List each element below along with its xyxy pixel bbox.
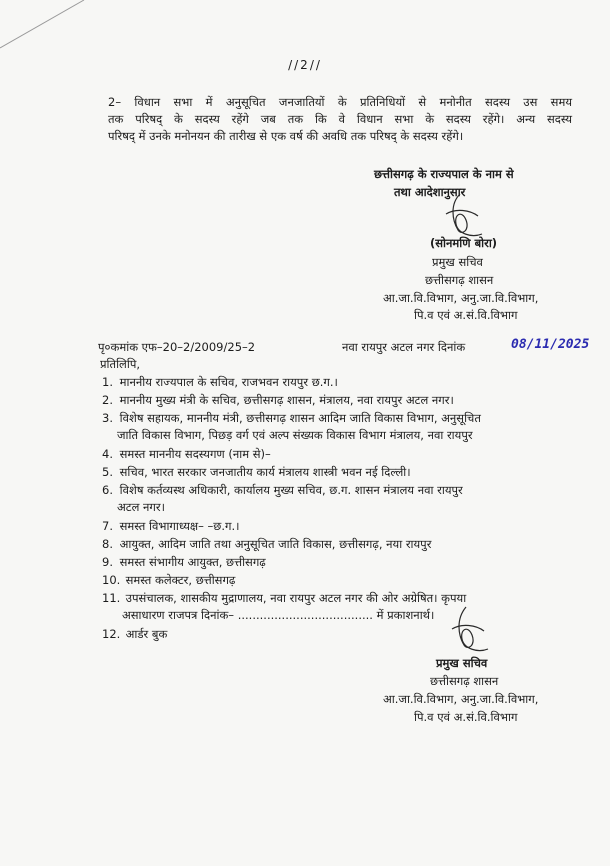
copy-item-10 <box>102 572 235 588</box>
item-number: 5. <box>102 465 113 479</box>
item-text: माननीय राज्यपाल के सचिव, राजभवन रायपुर छ.ग.। <box>119 375 338 389</box>
order-line-2: तथा आदेशानुसार <box>394 185 466 199</box>
copy-item-6 <box>102 482 463 498</box>
item-text: समस्त कलेक्टर, छत्तीसगढ़ <box>125 573 236 587</box>
signature-2 <box>440 603 500 661</box>
item-number: 4. <box>102 447 113 461</box>
copy-item-11-line-2: असाधारण राजपत्र दिनांक– ..................................... में प्रकाशनार्थ। <box>122 608 435 622</box>
signatory-1-dept-2: पि.व एवं अ.सं.वि.विभाग <box>414 308 518 322</box>
item-number: 8. <box>102 537 113 551</box>
place-date-label: नवा रायपुर अटल नगर दिनांक <box>342 340 466 354</box>
item-text: उपसंचालक, शासकीय मुद्राणालय, नवा रायपुर अटल नगर की ओर अग्रेषित। कृपया <box>125 591 467 605</box>
paragraph-2-line-1: 2– विधान सभा में अनुसूचित जनजातियों के प्रतिनिधियों से मनोनीत सदस्य उस समय <box>108 95 572 109</box>
signatory-2-govt: छत्तीसगढ़ शासन <box>430 674 499 688</box>
copy-item-3 <box>102 410 481 426</box>
item-number: 6. <box>102 483 113 497</box>
copy-item-12 <box>102 626 167 642</box>
item-text: विशेष सहायक, माननीय मंत्री, छत्तीसगढ़ शासन आदिम जाति विकास विभाग, अनुसूचित <box>119 411 481 425</box>
item-text: समस्त विभागाध्यक्ष– –छ.ग.। <box>119 519 240 533</box>
item-text: सचिव, भारत सरकार जनजातीय कार्य मंत्रालय शास्त्री भवन नई दिल्ली। <box>119 465 411 479</box>
item-number: 10. <box>102 573 121 587</box>
copy-item-7 <box>102 518 239 534</box>
copy-to-label: प्रतिलिपि, <box>100 357 141 371</box>
copy-item-11 <box>102 590 466 606</box>
copy-item-6-line-2: अटल नगर। <box>117 500 165 514</box>
copy-item-5 <box>102 464 411 480</box>
item-number: 12. <box>102 627 121 641</box>
copy-item-8 <box>102 536 431 552</box>
signatory-1-govt: छत्तीसगढ़ शासन <box>425 273 494 287</box>
paragraph-2-line-3: परिषद् में उनके मनोनयन की तारीख से एक वर्ष की अवधि तक परिषद् के सदस्य रहेंगे। <box>108 129 464 143</box>
item-number: 9. <box>102 555 113 569</box>
page-number: //2// <box>288 58 322 72</box>
signatory-2-designation: प्रमुख सचिव <box>436 656 488 670</box>
endorsement-number: पृ०कमांक एफ–20–2/2009/25–2 <box>98 340 256 354</box>
item-number: 3. <box>102 411 113 425</box>
signatory-1-designation: प्रमुख सचिव <box>432 255 483 269</box>
item-text: माननीय मुख्य मंत्री के सचिव, छत्तीसगढ़ शासन, मंत्रालय, नवा रायपुर अटल नगर। <box>119 393 454 407</box>
copy-item-3-line-2: जाति विकास विभाग, पिछड़ वर्ग एवं अल्प संख्यक विकास विभाग मंत्रालय, नवा रायपुर <box>117 428 473 442</box>
item-text: समस्त माननीय सदस्यगण (नाम से)– <box>119 447 271 461</box>
order-line-1: छत्तीसगढ़ के राज्यपाल के नाम से <box>374 167 514 181</box>
signatory-1-dept-1: आ.जा.वि.विभाग, अनु.जा.वि.विभाग, <box>383 291 539 305</box>
copy-item-1 <box>102 374 338 390</box>
copy-item-4 <box>102 446 271 462</box>
item-text: समस्त संभागीय आयुक्त, छत्तीसगढ़ <box>119 555 266 569</box>
item-number: 2. <box>102 393 113 407</box>
signatory-1-name: (सोनमणि बोरा) <box>430 236 498 250</box>
item-text: आर्डर बुक <box>125 627 168 641</box>
signatory-2-dept-2: पि.व एवं अ.सं.वि.विभाग <box>414 710 518 724</box>
item-text: आयुक्त, आदिम जाति तथा अनुसूचित जाति विकास, छत्तीसगढ़, नया रायपुर <box>119 537 432 551</box>
item-number: 7. <box>102 519 113 533</box>
signatory-2-dept-1: आ.जा.वि.विभाग, अनु.जा.वि.विभाग, <box>383 692 539 706</box>
copy-item-2 <box>102 392 454 408</box>
item-number: 11. <box>102 591 121 605</box>
paragraph-2-line-2: तक परिषद् के सदस्य रहेंगे जब तक कि वे विधान सभा के सदस्य रहेंगे। अन्य सदस्य <box>108 112 572 126</box>
item-text: विशेष कर्तव्यस्थ अधिकारी, कार्यालय मुख्य सचिव, छ.ग. शासन मंत्रालय नवा रायपुर <box>119 483 463 497</box>
copy-item-9 <box>102 554 266 570</box>
item-number: 1. <box>102 375 113 389</box>
handwritten-date: 08/11/2025 <box>511 337 590 352</box>
